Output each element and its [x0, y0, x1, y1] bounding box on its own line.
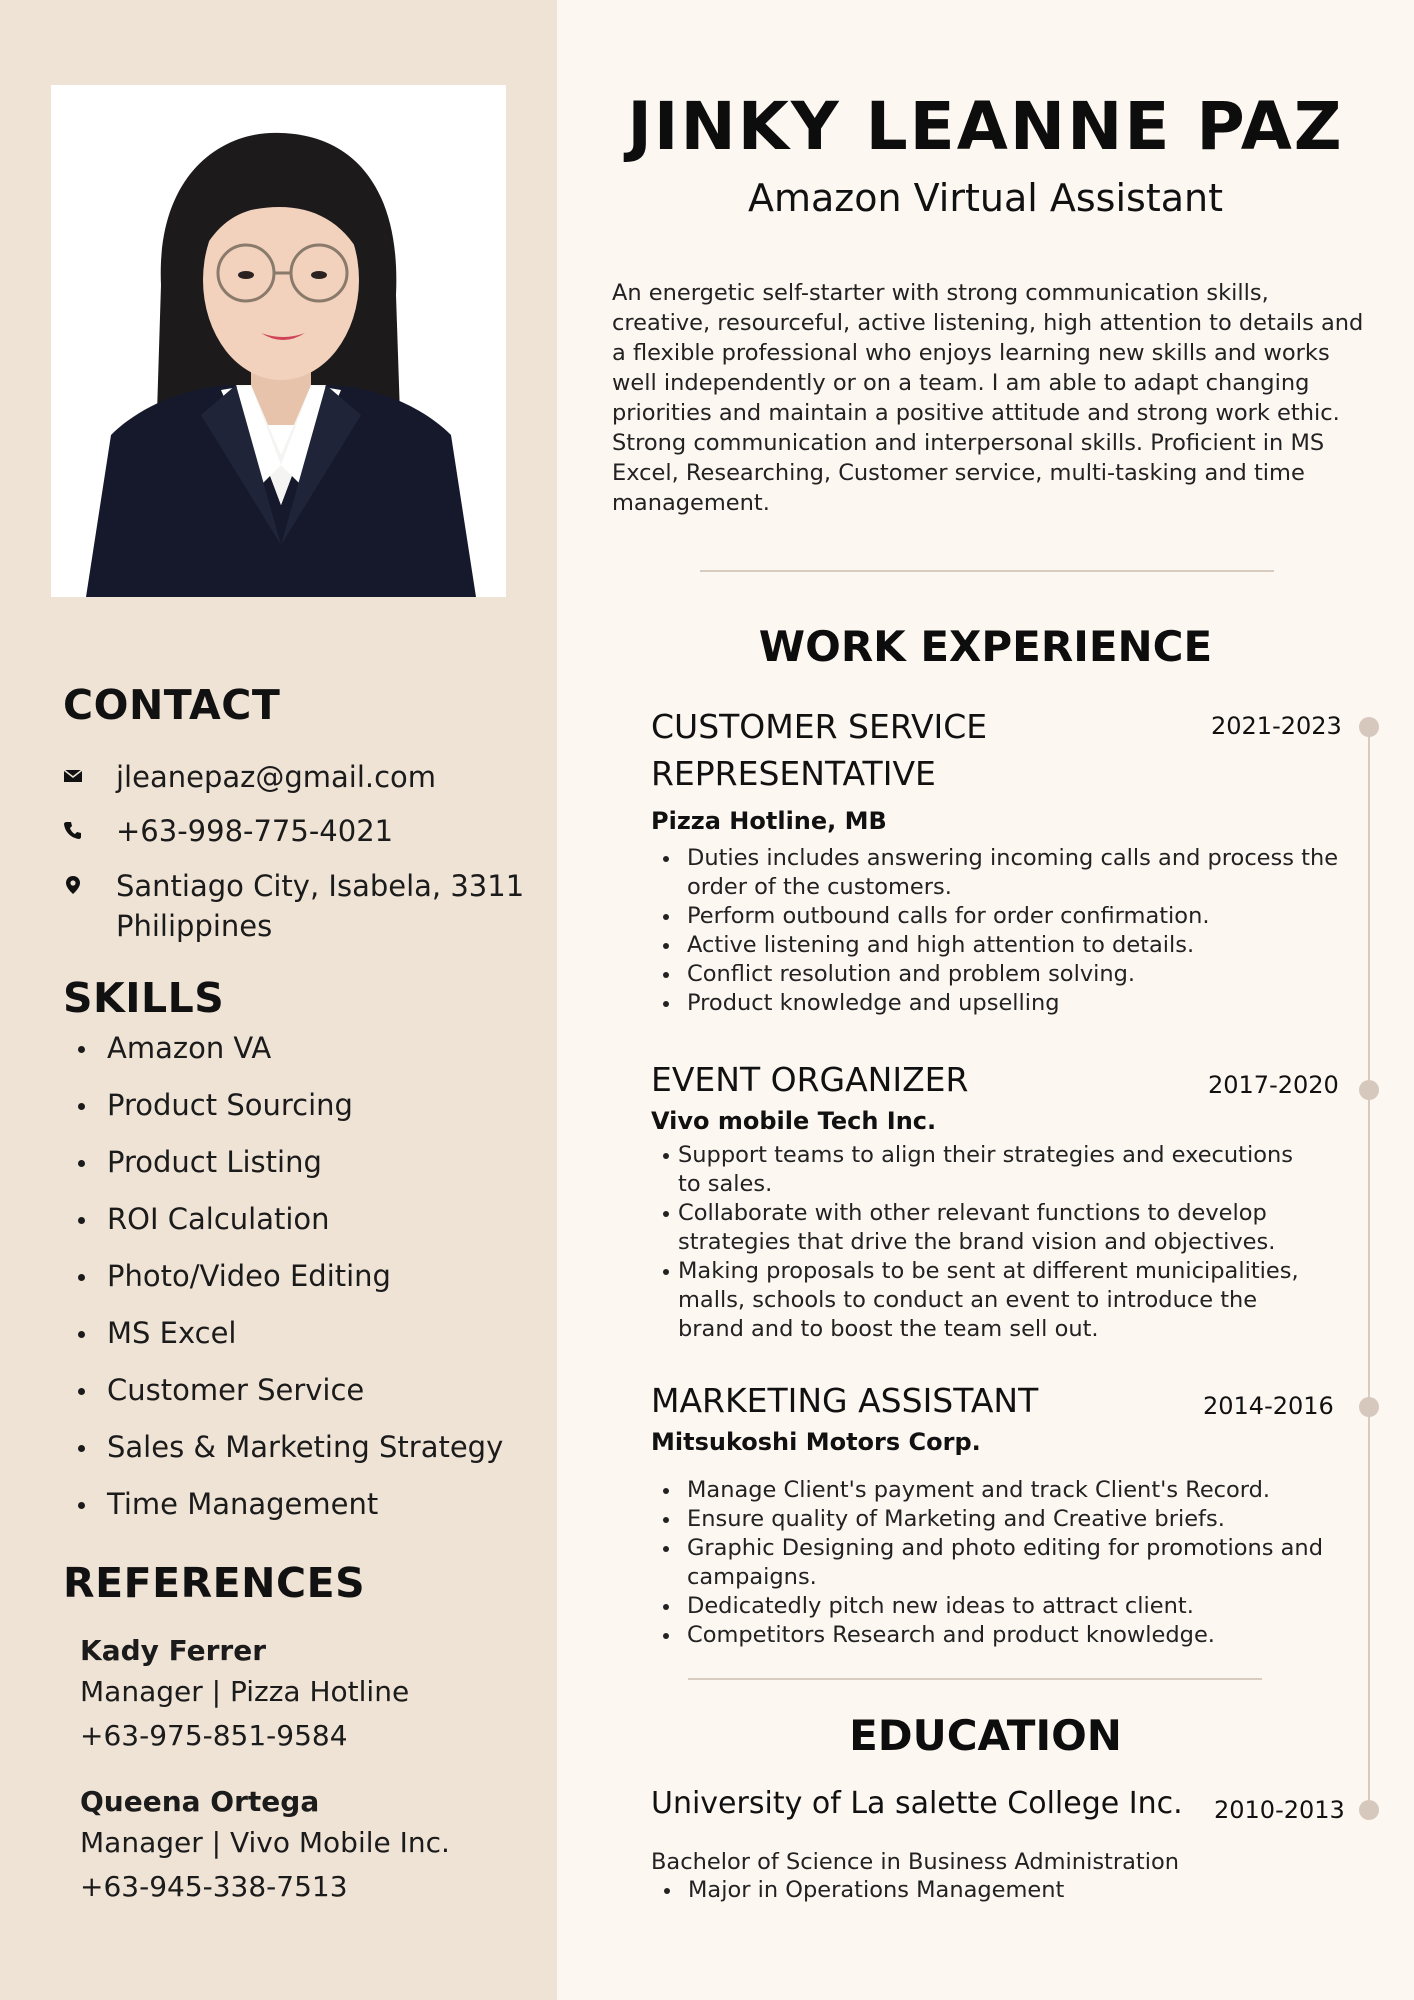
skills-heading: SKILLS: [63, 974, 225, 1022]
job-entry: [651, 703, 1341, 1018]
job-company: Mitsukoshi Motors Corp.: [651, 1428, 981, 1456]
skill-item: Time Management: [0, 1478, 503, 1535]
job-entry: [651, 1377, 1341, 1650]
education-heading: EDUCATION: [849, 1711, 1122, 1760]
duty-item: Duties includes answering incoming calls and process the order of the customers.: [651, 844, 1341, 902]
job-role: MARKETING ASSISTANT: [651, 1381, 1039, 1420]
location-pin-icon: [63, 868, 97, 902]
reference-name: Queena Ortega: [80, 1785, 320, 1818]
envelope-icon: [63, 759, 97, 793]
duty-item: Graphic Designing and photo editing for promotions and campaigns.: [651, 1534, 1341, 1592]
contact-heading: CONTACT: [63, 681, 281, 729]
divider: [688, 1678, 1262, 1680]
job-role: EVENT ORGANIZER: [651, 1060, 969, 1099]
skill-item: Photo/Video Editing: [0, 1250, 503, 1307]
contact-address: [63, 866, 524, 946]
reference-name: Kady Ferrer: [80, 1634, 267, 1667]
duty-item: Product knowledge and upselling: [651, 989, 1341, 1018]
education-dates: 2010-2013: [1214, 1796, 1345, 1824]
duty-item: Conflict resolution and problem solving.: [651, 960, 1341, 989]
phone-text[interactable]: +63-998-775-4021: [116, 814, 394, 848]
work-experience-heading: WORK EXPERIENCE: [758, 622, 1213, 671]
job-duties: [651, 1141, 1319, 1344]
education-degree: Bachelor of Science in Business Administration: [651, 1849, 1180, 1875]
skill-item: Sales & Marketing Strategy: [0, 1421, 503, 1478]
address-line-2: Philippines: [116, 909, 273, 943]
duty-item: Support teams to align their strategies and executions to sales.: [651, 1141, 1319, 1199]
education-detail-item: Major in Operations Management: [651, 1876, 1064, 1905]
job-dates: 2021-2023: [1211, 712, 1342, 740]
phone-icon: [63, 813, 97, 847]
skills-list: [0, 1022, 503, 1535]
job-company: Pizza Hotline, MB: [651, 807, 887, 835]
skill-item: MS Excel: [0, 1307, 503, 1364]
reference-role: Manager | Vivo Mobile Inc.: [80, 1826, 450, 1859]
skill-item: Amazon VA: [0, 1022, 503, 1079]
reference-phone[interactable]: +63-975-851-9584: [80, 1719, 348, 1752]
job-dates: 2014-2016: [1203, 1392, 1334, 1420]
address-text: [116, 866, 524, 946]
duty-item: Making proposals to be sent at different municipalities, malls, schools to conduct an event to introduce the brand and to boost the team sell out.: [651, 1257, 1319, 1344]
job-duties: [651, 844, 1341, 1018]
skill-item: ROI Calculation: [0, 1193, 503, 1250]
email-text[interactable]: jleanepaz@gmail.com: [116, 760, 437, 794]
profile-summary: An energetic self-starter with strong communication skills, creative, resourceful, active listening, high attention to details and a flexible professional who enjoys learning new skills and works well independently or on a team. I am able to adapt changing priorities and maintain a positive attitude and strong work ethic. Strong communication and interpersonal skills. Proficient in MS Excel, Researching, Customer service, multi-tasking and time management.: [612, 280, 1364, 516]
job-company: Vivo mobile Tech Inc.: [651, 1107, 937, 1135]
duty-item: Dedicatedly pitch new ideas to attract client.: [651, 1592, 1341, 1621]
duty-item: Manage Client's payment and track Client's Record.: [651, 1476, 1341, 1505]
timeline-dot: [1359, 1080, 1379, 1100]
timeline-dot: [1359, 1397, 1379, 1417]
skill-item: Product Listing: [0, 1136, 503, 1193]
job-entry: [651, 1056, 1319, 1344]
reference-card: [80, 1783, 450, 1909]
job-role: [651, 703, 1341, 797]
timeline-dot: [1359, 1800, 1379, 1820]
references-heading: REFERENCES: [63, 1559, 366, 1607]
profile-photo: [51, 85, 506, 597]
duty-item: Collaborate with other relevant functions to develop strategies that drive the brand vision and objectives.: [651, 1199, 1319, 1257]
candidate-name: JINKY LEANNE PAZ: [627, 88, 1344, 165]
job-duties: [651, 1476, 1341, 1650]
contact-phone: [63, 811, 393, 851]
reference-phone[interactable]: +63-945-338-7513: [80, 1870, 348, 1903]
candidate-title: Amazon Virtual Assistant: [747, 176, 1224, 220]
address-line-1: Santiago City, Isabela, 3311: [116, 869, 525, 903]
skill-item: Customer Service: [0, 1364, 503, 1421]
divider: [700, 570, 1274, 572]
job-role-line: CUSTOMER SERVICE: [651, 707, 988, 746]
job-dates: 2017-2020: [1208, 1071, 1339, 1099]
duty-item: Ensure quality of Marketing and Creative briefs.: [651, 1505, 1341, 1534]
education-details: [651, 1876, 1064, 1905]
timeline-line: [1368, 726, 1370, 1810]
job-role-line: REPRESENTATIVE: [651, 754, 936, 793]
reference-card: [80, 1632, 409, 1758]
education-school: University of La salette College Inc.: [651, 1786, 1183, 1821]
timeline-dot: [1359, 717, 1379, 737]
duty-item: Active listening and high attention to details.: [651, 931, 1341, 960]
reference-role: Manager | Pizza Hotline: [80, 1675, 410, 1708]
duty-item: Perform outbound calls for order confirmation.: [651, 902, 1341, 931]
duty-item: Competitors Research and product knowledge.: [651, 1621, 1341, 1650]
skill-item: Product Sourcing: [0, 1079, 503, 1136]
contact-email: [63, 757, 436, 797]
